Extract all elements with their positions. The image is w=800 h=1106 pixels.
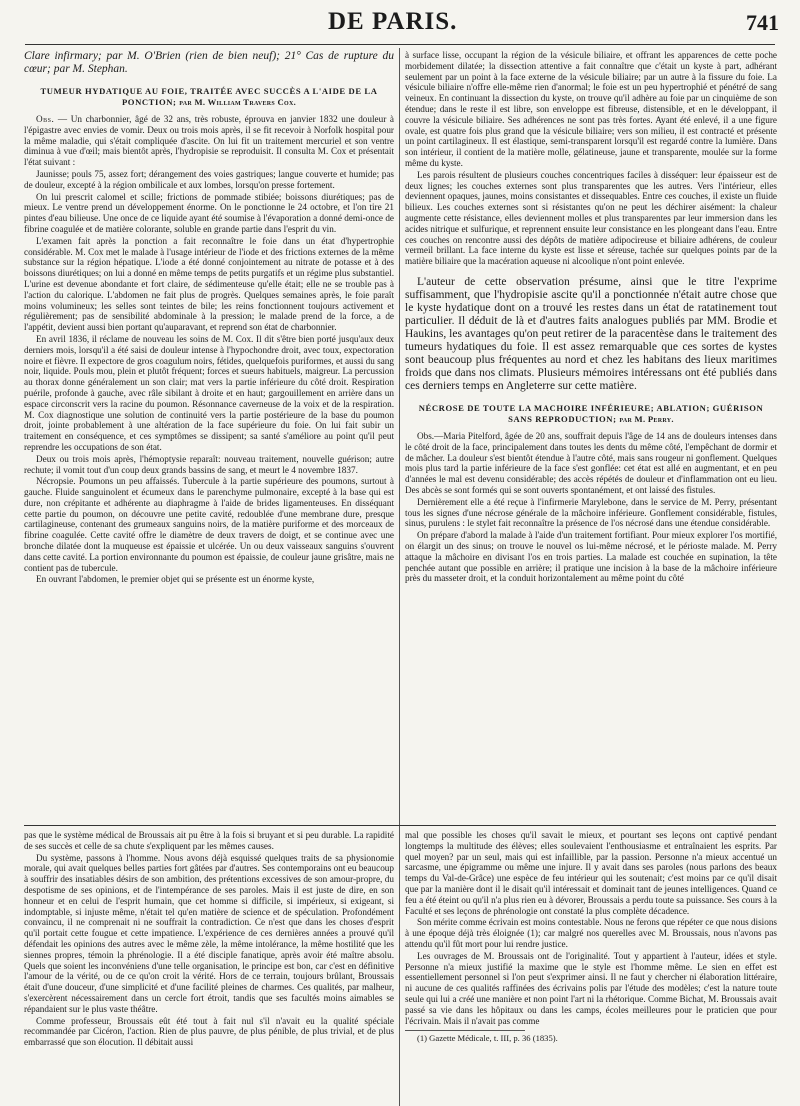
paragraph: L'examen fait après la ponction a fait reconnaître le foie dans un état d'hypertrophie considérable. M. Cox met le malade à l'usage intérieur de l'iode et des frictions externes de la même substance sur la région hépatique. L'iode a été donné conjointement au nitrate de potasse et à des boissons diurétiques; on lui a donné en même temps de petits purgatifs et un régime plus substantiel. L'urine est devenue abondante et fort claire, de sédimenteuse qu'elle était; elle ne se trouble pas à l'action du calorique. L'abdomen ne fait plus de progrès. Quelques semaines après, le foie paraît moins volumineux; les selles sont teintes de bile; les reins fonctionnent toujours activement et régulièrement; pas de sensibilité abdominale à la pression; le malade prend de la force, a de l'appétit, devient aussi bien portant qu'auparavant, et reprend son état de charbonnier. xyxy=(24,235,394,333)
column-bottom-left xyxy=(24,830,394,1106)
paragraph: Comme professeur, Broussais eût été tout à fait nul s'il n'avait eu la qualité spéciale recommandée par Cicéron, l'action. Rien de plus pauvre, de plus pénible, de plus trivial, et de plus embarrassé que son élocution. Il débitait aussi xyxy=(24,1015,394,1048)
running-head xyxy=(0,0,800,40)
column-top-right xyxy=(405,50,777,822)
commentary-paragraph: L'auteur de cette observation présume, ainsi que le titre l'exprime suffisamment, que l'hydropisie ascite qu'il a ponctionnée n'était autre chose que le kyste hydatique dont on a trouvé les restes dans un état de ratatinement tout particulier. Il déduit de là et d'autres faits analogues publiés par MM. Brodie et Haukins, les avantages qu'on peut retirer de la paracentèse dans le traitement des tumeurs hydatiques du foie. Il est assez remarquable que ces sortes de kystes sont beaucoup plus fréquentes au nord et chez les habitans des lieux maritimes froids que dans nos climats. Plusieurs mémoires intéressans ont été publiés dans ces derniers temps en Angleterre sur cette matière. xyxy=(405,275,777,392)
paragraph: pas que le système médical de Broussais ait pu être à la fois si bruyant et si peu durable. La rapidité de ses succès et celle de sa chute s'expliquent par les mêmes causes. xyxy=(24,830,394,851)
spacer xyxy=(405,268,777,276)
page-number: 741 xyxy=(746,10,779,35)
article-title-hydatid xyxy=(32,86,386,108)
paragraph: En avril 1836, il réclame de nouveau les soins de M. Cox. Il dit s'être bien porté jusqu'aux deux derniers mois, lorsqu'il a été saisi de douleur intense à l'hypochondre droit, avec toux, expectoration noire et fièvre. Il expectore de gros coagulum noirs, fétides, quelquefois puriformes, et aussi du sang noir, liquide. Pouls mou, plein et plutôt fréquent; forces et sueurs habituels, maigreur. La percussion au thorax donne généralement un son clair; mat vers la partie inférieure du côté droit. Respiration puérile, profonde à gauche, avec râle sibilant à droite et en haut; gargouillement en arrière dans un espace circonscrit vers la racine du poumon. Résonnance caverneuse de la voix et de la respiration. M. Cox diagnostique une solution de continuité vers la partie postérieure de la base du poumon droit, jointe probablement à une altération de la face supérieure du foie. On lui fait subir un traitement en conséquence, et ces symptômes se dissipent; sa santé s'améliore au point qu'il peut reprendre les occupations de son état. xyxy=(24,333,394,452)
article-title-necrosis xyxy=(413,403,769,425)
column-divider xyxy=(399,48,400,1106)
paragraph: Son mérite comme écrivain est moins contestable. Nous ne ferons que répéter ce que nous disions à une époque déjà très éloignée (1); car malgré nos querelles avec M. Broussais, nous n'avons pas attendu qu'il fût mort pour lui rendre justice. xyxy=(405,917,777,949)
paragraph: Obs. — Un charbonnier, âgé de 32 ans, très robuste, éprouva en janvier 1832 une douleur à l'épigastre avec envies de vomir. Deux ou trois mois après, il se fit recevoir à Norfolk hospital pour la même maladie, qui s'était compliquée d'ascite. On lui fit un traitement mercuriel et son ventre diminua à vue d'œil; mais bientôt après, l'hydropisie se reproduisit. Il consulta M. Cox et présentait l'état suivant : xyxy=(24,114,394,168)
paragraph: Deux ou trois mois après, l'hémoptysie reparaît: nouveau traitement, nouvelle guérison; autre rechute; il vomit tout d'un coup deux grands bassins de sang, et meurt le 4 novembre 1837. xyxy=(24,453,394,475)
page-title: DE PARIS. xyxy=(328,8,458,35)
paragraph: On lui prescrit calomel et scille; frictions de pommade stibiée; boissons diurétiques; pas de mieux. Le ventre prend un développement énorme. On le ponctionne le 24 octobre, et l'on tire 21 pintes d'eau bilieuse. Une once de ce liquide ayant été soumise à l'évaporation a donné demi-once de fibrine coagulée et de matière colorante, soluble en grande partie dans l'esprit du vin. xyxy=(24,191,394,234)
article-title-text: TUMEUR HYDATIQUE AU FOIE, TRAITÉE AVEC SUCCÈS A L'AIDE DE LA PONCTION; xyxy=(40,86,378,107)
footnote-rule xyxy=(405,1030,525,1031)
paragraph: à surface lisse, occupant la région de la vésicule biliaire, et offrant les apparences de cette poche morbidement dilatée; la dissection attentive a fait connaître que c'était un kyste à part, adhérant seulement par un point à la face externe de la vésicule biliaire; par un autre à la fissure du foie. La vésicule biliaire n'offre elle-même rien d'anormal; le foie est un peu hypertrophié et pénétré de sang veineux. En continuant la dissection du kyste, on trouve qu'il adhère au foie par un cinquième de son étendue; dans le reste il est libre, son enveloppe est fibreuse, distensible, et en le développant, il couvre la vésicule biliaire. Ses adhérences ne sont pas très fortes. Ayant été enlevé, il a une figure ovale, est quatre fois plus grand que la vésicule biliaire; vers son milieu, il est contracté et présente un point cartilagineux. Il est élastique, semi-transparent lorsqu'il est regardé contre la lumière. Dans son intérieur, il contient de la matière molle, gélatineuse, jaune et transparente, moulée sur la forme même du kyste. xyxy=(405,50,777,168)
paragraph: Les parois résultent de plusieurs couches concentriques faciles à disséquer: leur épaisseur est de deux lignes; les couches externes sont plus transparentes que les autres. Vers l'intérieur, elles deviennent opaques, jaunes, moins consistantes et dissequables. Entre ces couches, il existe un fluide bilieux. Les couches externes sont si résistantes qu'on ne peut les déchirer aisément: la chaleur augmente cette résistance, elles deviennent molles et plus transparentes par leur immersion dans les acides nitrique et sulfurique, et reprennent ensuite leur consistance en les plongeant dans l'eau. Entre ces couches on rencontre aussi des dépôts de matière adipocireuse et biliaire adhérens, de couleur vermeil brillant. La face interne du kyste est lisse et séreuse, tachée sur quelques points par de la matière biliaire que la macération aqueuse ni alcoolique n'ont point enlevée. xyxy=(405,169,777,267)
paragraph: En ouvrant l'abdomen, le premier objet qui se présente est un énorme kyste, xyxy=(36,574,315,585)
paragraph: Les ouvrages de M. Broussais ont de l'originalité. Tout y appartient à l'auteur, idées et style. Personne n'a mieux justifié la maxime que le style est l'homme même. Le sien en effet est essentiellement personnel si l'on peut s'exprimer ainsi. Il ne faut y chercher ni élaboration littéraire, ni aucune de ces qualités raffinées des écrivains polis par l'étude des modèles; c'est la nature toute seule qui lui a créé une manière et non point l'art ni la rhétorique. Comme Bichat, M. Broussais avait passé sa vie dans les hôpitaux ou dans les camps, écoles meilleures pour le praticien que pour l'écrivain. Mais il n'avait pas comme xyxy=(405,950,777,1026)
header-rule xyxy=(25,44,775,45)
paragraph: Nécropsie. Poumons un peu affaissés. Tubercule à la partie supérieure des poumons, surtout à gauche. Fluide sanguinolent et écumeux dans le parenchyme pulmonaire, excepté à la base qui est dure, non crépitante et adhérente au diaphragme à l'aide de brides ligamenteuses. En disséquant cette partie du poumon, on découvre une petite cavité, redoublée d'une membrane dure, presque cartilagineuse, contenant des grumeaux sanguins noirs, de la matière puriforme et des morceaux de fibrine coagulée. Cette cavité offre le diamètre de deux travers de doigt, et se continue avec une bronche dilatée dont la muqueuse est épaissie et ulcérée. Un ou deux vaisseaux sanguins s'ouvrent dans cette cavité. La portion environnante du poumon est épaissie, de couleur jaune grisâtre, mais ne contient pas de tubercule. xyxy=(24,476,394,573)
article-author: par M. Perry. xyxy=(619,413,674,424)
column-bottom-right xyxy=(405,830,777,1106)
paragraph: Dernièrement elle a été reçue à l'infirmerie Marylebone, dans le service de M. Perry, présentant tous les signes d'une nécrose générale de la mâchoire inférieure. Gonflement considérable, fistules, sinus, purulens : le stylet fait reconnaître la présence de l'os nécrosé dans une étendue considérable. xyxy=(405,496,777,529)
footnote: (1) Gazette Médicale, t. III, p. 36 (1835). xyxy=(417,1033,558,1044)
paragraph: Obs.—Maria Pitelford, âgée de 20 ans, souffrait depuis l'âge de 14 ans de douleurs intenses dans le côté droit de la face, principalement dans toutes les dents du même côté, l'empêchant de dormir et de mâcher. La douleur s'est bientôt étendue à l'autre côté, mais sans rougeur ni gonflement. Quelques mois plus tard la partie inférieure de la face s'est gonflée: cet état est allé en augmentant, et en peu d'années le mal est devenu considérable; des accès répétés de douleur et d'inflammation ont eu lieu. Des abcès se sont formés qui se sont ouverts spontanément, et ont laissé des fistules. xyxy=(405,430,777,495)
section-divider xyxy=(24,825,776,826)
intro-line: Clare infirmary; par M. O'Brien (rien de bien neuf); 21° Cas de rupture du cœur; par M. Stephan. xyxy=(24,50,394,75)
obs-lead: Obs. xyxy=(36,114,55,124)
column-top-left xyxy=(24,50,394,822)
paragraph: mal que possible les choses qu'il savait le mieux, et pourtant ses leçons ont captivé pendant longtemps la multitude des élèves; elles soulevaient l'enthousiasme et entraînaient les esprits. Par quel moyen? par un seul, mais qui est infaillible, par la passion. Personne n'a mieux accentué un sarcasme, une épigramme ou même une injure. Il y avait dans ses paroles (nous parlons des beaux temps du Val-de-Grâce) une espèce de feu intérieur qui les soutenait; c'est moins par ce qu'il disait que par la manière dont il le disait qu'il intéressait et dominait tant de jeunes intelligences. Quand ce feu a été éteint ou qu'il n'a plus rien eu à dévorer, Broussais a perdu toute sa puissance. Ses cours à la Faculté et ses leçons de phrénologie ont constaté la plus complète décadence. xyxy=(405,830,777,916)
paragraph: On prépare d'abord la malade à l'aide d'un traitement fortifiant. Pour mieux explorer l'os mortifié, on élargit un des sinus; on trouve le nouvel os lui-même nécrosé, et le périoste malade. M. Perry attaque la mâchoire en divisant l'os en trois parties. La malade est couchée en supination, la tête penchée autant que possible en arrière; il pratique une incision à la base de la mâchoire inférieure près du masseter droit, et la conduit horizontalement au même point du côté xyxy=(405,530,777,584)
paragraph: Du système, passons à l'homme. Nous avons déjà esquissé quelques traits de sa physionomie morale, qui avait quelques belles parties fort gâtées par d'autres. Ses contemporains ont eu beaucoup à souffrir des insatiables désirs de son ambition, des prétentions excessives de son amour-propre, du despotisme de ses opinions, et de l'intempérance de ses paroles. Mais il est juste de dire, en son honneur et en celui de l'esprit humain, que cet homme si difficile, si impérieux, si exigeant, si indomptable, si injuste même, n'était tel qu'en matière de science et de spéculation. Profondément convaincu, il ne comprenait ni ne souffrait la contradiction. Ce n'est que dans les choses d'esprit qu'il portait cette fougue et cette impatience. L'expérience de ces dernières années a prouvé qu'il défendait les opinions des autres avec le même zèle, la même intolérance, la même hostilité que les siennes propres, témoin la phrénologie. Il a été disciple fanatique, après avoir été maître absolu. Quels que soient les inconvéniens d'une telle organisation, le principe est bon, car c'est en définitive l'amour de la vérité, ou de ce qu'on croit la vérité. Hors de ce terrain, toujours brûlant, Broussais était d'une douceur, d'une simplicité et d'une facilité pleines de charmes. Ces qualités, par malheur, s'exercèrent nécessairement dans un cercle fort étroit, tandis que ses facultés moins aimables se répandaient sur le plus vaste théâtre. xyxy=(24,852,394,1014)
article-author: par M. William Travers Cox. xyxy=(179,97,297,107)
paragraph: Jaunisse; pouls 75, assez fort; dérangement des voies gastriques; langue couverte et humide; pas de douleur, excepté à la région ombilicale et aux lombes, lorsqu'on presse fortement. xyxy=(24,168,394,190)
article-title-text: NÉCROSE DE TOUTE LA MACHOIRE INFÉRIEURE; ABLATION; GUÉRISON SANS REPRODUCTION; xyxy=(418,402,764,424)
